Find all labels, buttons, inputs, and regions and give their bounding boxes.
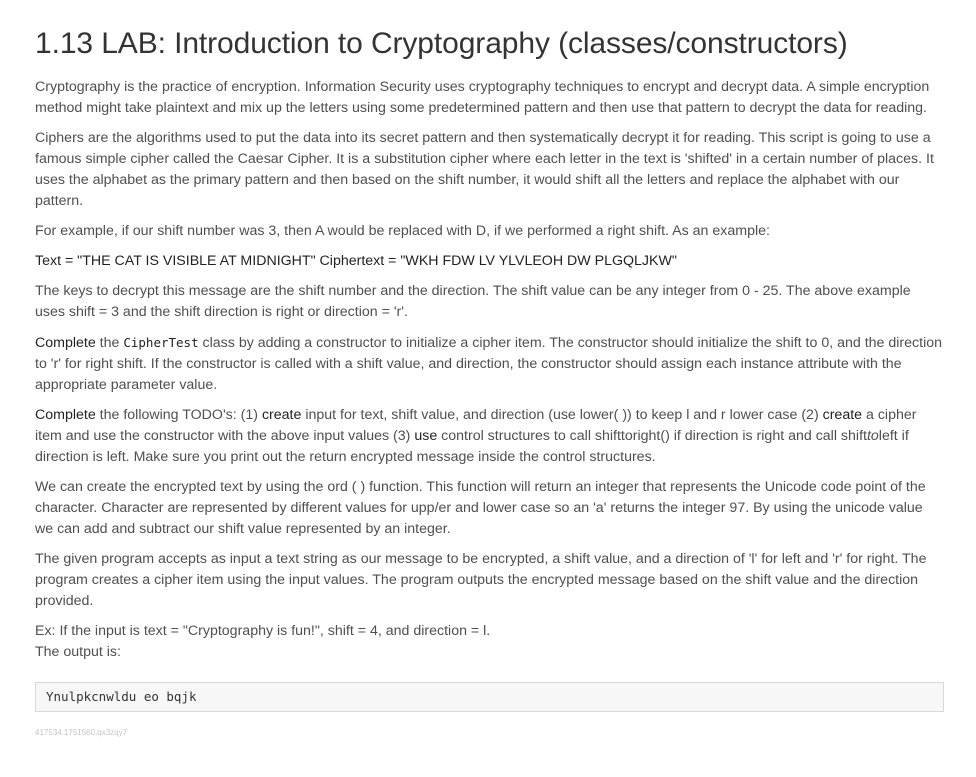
emphasis-to: to bbox=[866, 428, 879, 444]
emphasis-use: use bbox=[414, 428, 438, 444]
text-segment: input for text, shift value, and direction (use lower( )) to keep l and r lower case (2) bbox=[301, 407, 823, 423]
emphasis-create: create bbox=[822, 407, 863, 423]
text-segment: a cipher item and use the constructor with the above input values (3) bbox=[35, 407, 917, 444]
example-input-line: Ex: If the input is text = "Cryptography is fun!", shift = 4, and direction = l. bbox=[35, 623, 491, 639]
example-output-box: Ynulpkcnwldu eo bqjk bbox=[35, 682, 944, 712]
paragraph-ciphers: Ciphers are the algorithms used to put the data into its secret pattern and then systematically decrypt it for reading. This script is going to use a famous simple cipher called the Caesar Cipher. It is a substitution cipher where each letter in the text is 'shifted' in a certain number of places. It uses the alphabet as the primary pattern and then based on the shift number, it would shift all the letters and replace the alphabet with our pattern. bbox=[35, 130, 934, 209]
code-class-name: CipherTest bbox=[123, 335, 199, 350]
text-segment: class by adding a constructor to initialize a cipher item. The constructor should initialize the shift to 0, and the direction to 'r' for right shift. If the constructor is called with a shift value, and direction, the constructor should assign each instance attribute with the appropriate parameter value. bbox=[35, 335, 943, 393]
emphasis-complete: Complete bbox=[35, 407, 96, 423]
lab-id-footer: 417534.1751560.qx3zqy7 bbox=[35, 728, 128, 737]
text-segment: left if direction is left. Make sure you print out the return encrypted message inside the control structures. bbox=[35, 428, 909, 465]
paragraph-intro: Cryptography is the practice of encryption. Information Security uses cryptography techniques to encrypt and decrypt data. A simple encryption method might take plaintext and mix up the letters using some predetermined pattern and then use that pattern to decrypt the data for reading. bbox=[35, 79, 930, 116]
paragraph-example-intro: For example, if our shift number was 3, then A would be replaced with D, if we performed a right shift. As an example: bbox=[35, 223, 770, 239]
text-segment: the following TODO's: (1) bbox=[95, 407, 262, 423]
paragraph-keys: The keys to decrypt this message are the shift number and the direction. The shift value can be any integer from 0 - 25. The above example uses shift = 3 and the shift direction is right or direction = 'r'. bbox=[35, 283, 911, 320]
page-title: 1.13 LAB: Introduction to Cryptography (classes/constructors) bbox=[35, 27, 848, 60]
paragraph-example-io bbox=[35, 621, 943, 663]
text-segment: the bbox=[95, 335, 124, 351]
paragraph-ord-function: We can create the encrypted text by using the ord ( ) function. This function will return an integer that represents the Unicode code point of the character. Character are represented by different values for upp/er and lower case so an 'a' returns the integer 97. By using the unicode value we can add and subtract our shift value represented by an integer. bbox=[35, 479, 926, 537]
paragraph-example-text: Text = "THE CAT IS VISIBLE AT MIDNIGHT" Ciphertext = "WKH FDW LV YLVLEOH DW PLGQLJKW" bbox=[35, 253, 677, 269]
example-output-label: The output is: bbox=[35, 644, 121, 660]
emphasis-complete: Complete bbox=[35, 335, 96, 351]
paragraph-constructor-task bbox=[35, 332, 943, 396]
paragraph-program-description: The given program accepts as input a text string as our message to be encrypted, a shift value, and a direction of 'l' for left and 'r' for right. The program creates a cipher item using the input values. The program outputs the encrypted message based on the shift value and the direction provided. bbox=[35, 551, 927, 609]
lab-description bbox=[35, 77, 943, 663]
paragraph-todo-task bbox=[35, 405, 943, 468]
text-segment: control structures to call shifttoright() if direction is right and call shift bbox=[437, 428, 867, 444]
emphasis-create: create bbox=[261, 407, 302, 423]
